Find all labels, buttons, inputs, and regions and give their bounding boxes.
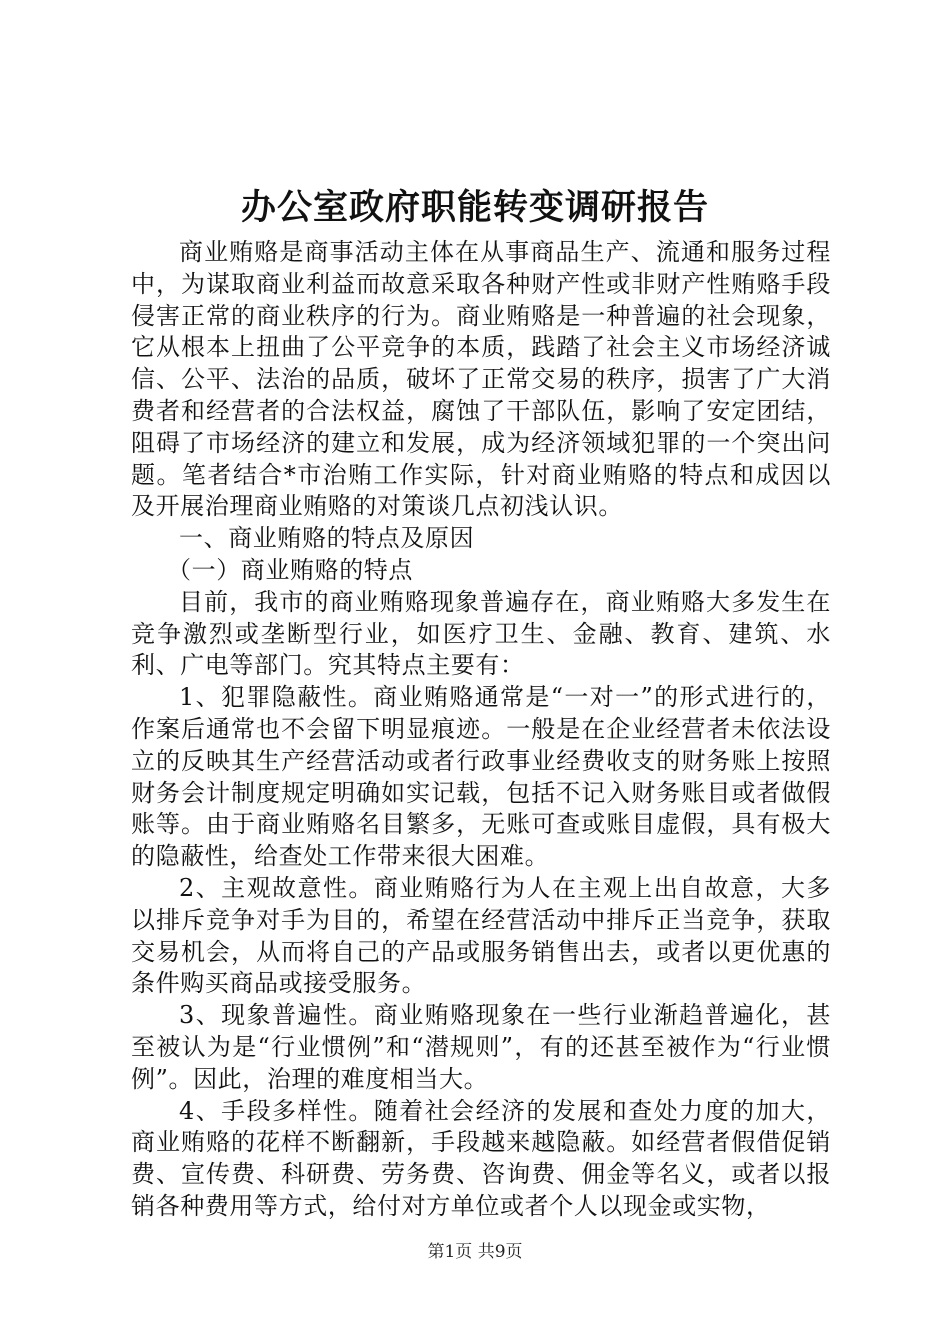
paragraph-intro: 商业贿赂是商事活动主体在从事商品生产、流通和服务过程中，为谋取商业利益而故意采取各种财产性或非财产性贿赂手段侵害正常的商业秩序的行为。商业贿赂是一种普遍的社会现象，它从根本上扭曲了公平竞争的本质，践踏了社会主义市场经济诚信、公平、法治的品质，破坏了正常交易的秩序，损害了广大消费者和经营者的合法权益，腐蚀了干部队伍，影响了安定团结，阻碍了市场经济的建立和发展，成为经济领域犯罪的一个突出问题。笔者结合*市治贿工作实际，针对商业贿赂的特点和成因以及开展治理商业贿赂的对策谈几点初浅认识。 — [131, 238, 831, 521]
page-number-footer: 第1页 共9页 — [427, 1242, 523, 1262]
paragraph-point-4: 4、手段多样性。随着社会经济的发展和查处力度的加大，商业贿赂的花样不断翻新，手段越来越隐蔽。如经营者假借促销费、宣传费、科研费、劳务费、咨询费、佣金等名义，或者以报销各种费用等方式，给付对方单位或者个人以现金或实物， — [131, 1096, 831, 1220]
paragraph-overview: 目前，我市的商业贿赂现象普遍存在，商业贿赂大多发生在竞争激烈或垄断型行业，如医疗卫生、金融、教育、建筑、水利、广电等部门。究其特点主要有： — [131, 587, 831, 680]
paragraph-point-1: 1、犯罪隐蔽性。商业贿赂通常是“一对一”的形式进行的，作案后通常也不会留下明显痕迹。一般是在企业经营者未依法设立的反映其生产经营活动或者行政事业经费收支的财务账上按照财务会计制度规定明确如实记载，包括不记入财务账目或者做假账等。由于商业贿赂名目繁多，无账可查或账目虚假，具有极大的隐蔽性，给查处工作带来很大困难。 — [131, 683, 831, 871]
subsection-heading-1: （一）商业贿赂的特点 — [167, 555, 413, 584]
paragraph-point-3: 3、现象普遍性。商业贿赂现象在一些行业渐趋普遍化，甚至被认为是“行业惯例”和“潜规则”，有的还甚至被作为“行业惯例”。因此，治理的难度相当大。 — [131, 1001, 831, 1093]
paragraph-point-2: 2、主观故意性。商业贿赂行为人在主观上出自故意，大多以排斥竞争对手为目的，希望在经营活动中排斥正当竞争，获取交易机会，从而将自己的产品或服务销售出去，或者以更优惠的条件购买商品或接受服务。 — [131, 873, 831, 998]
document-title: 办公室政府职能转变调研报告 — [240, 187, 709, 228]
section-heading-1: 一、商业贿赂的特点及原因 — [179, 524, 475, 553]
document-body — [131, 237, 831, 1223]
